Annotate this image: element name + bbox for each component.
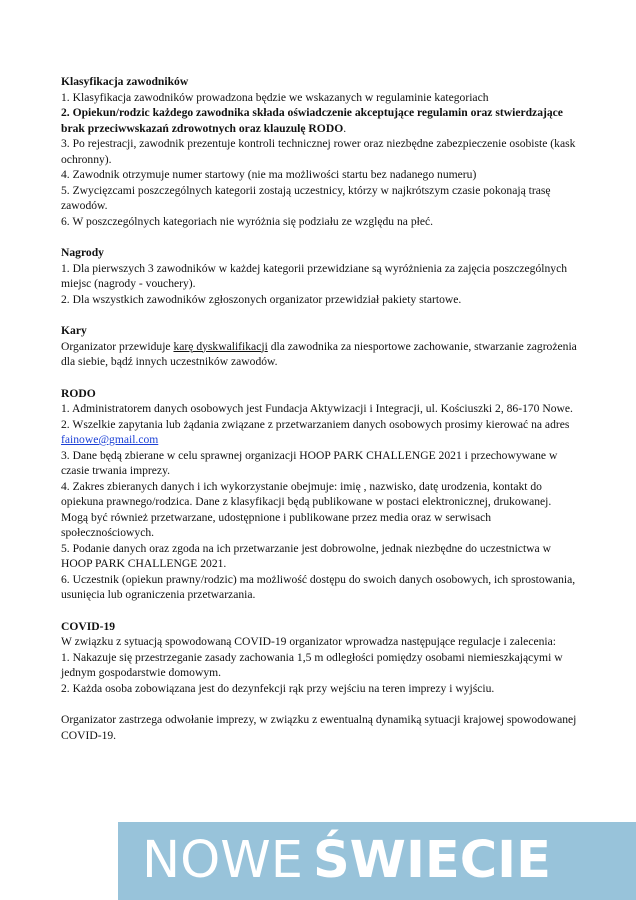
section-nagrody	[61, 245, 581, 307]
section-heading: COVID-19	[61, 619, 116, 633]
paragraph: 3. Po rejestracji, zawodnik prezentuje kontroli technicznej rower oraz niezbędne zabezpieczenie osobiste (kask ochronny).	[61, 137, 576, 166]
paragraph	[61, 417, 581, 448]
paragraph-end: .	[343, 121, 347, 135]
paragraph: W związku z sytuacją spowodowaną COVID-19 organizator wprowadza następujące regulacje i zalecenia:	[61, 635, 556, 648]
section-heading: Kary	[61, 324, 87, 337]
paragraph: 4. Zawodnik otrzymuje numer startowy (nie ma możliwości startu bez nadanego numeru)	[61, 168, 477, 181]
paragraph: 6. Uczestnik (opiekun prawny/rodzic) ma możliwość dostępu do swoich danych osobowych, ich sprostowania, usunięcia lub ograniczenia przetwarzania.	[61, 572, 576, 601]
section-heading: Nagrody	[61, 246, 104, 259]
paragraph: 2. Każda osoba zobowiązana jest do dezynfekcji rąk przy wejściu na teren imprezy i wyjściu.	[61, 681, 495, 695]
paragraph: 6. W poszczególnych kategoriach nie wyróżnia się podziału ze względu na płeć.	[61, 214, 434, 228]
paragraph: 5. Zwycięzcami poszczególnych kategorii zostają uczestnicy, którzy w najkrótszym czasie pokonają trasę zawodów.	[61, 183, 551, 212]
closing-note: Organizator zastrzega odwołanie imprezy, w związku z ewentualną dynamiką sytuacji krajowej spowodowanej COVID-19.	[61, 713, 577, 742]
paragraph: 4. Zakres zbieranych danych i ich wykorzystanie obejmuje: imię , nazwisko, datę urodzenia, kontakt do opiekuna prawnego/rodzica. Dane z klasyfikacji będą publikowane w postaci elektronicznej, drukowanej. Mogą być również przetwarzane, udostępnione i publikowane przez media oraz w serwisach społecznościowych.	[61, 479, 552, 539]
paragraph: 3. Dane będą zbierane w celu sprawnej organizacji HOOP PARK CHALLENGE 2021 i przechowywane w czasie trwania imprezy.	[61, 448, 558, 477]
section-covid	[61, 619, 581, 697]
paragraph-start: Organizator przewiduje	[61, 339, 174, 353]
nowe-swiecie-banner	[118, 822, 636, 900]
section-rodo	[61, 386, 581, 603]
banner-logo-text	[142, 830, 551, 892]
banner-word-nowe: NOWE	[142, 831, 303, 890]
document-body	[61, 74, 581, 743]
paragraph	[61, 105, 581, 136]
paragraph: 5. Podanie danych oraz zgoda na ich przetwarzanie jest dobrowolne, jednak niezbędne do uczestnictwa w HOOP PARK CHALLENGE 2021.	[61, 541, 551, 570]
paragraph: 1. Nakazuje się przestrzeganie zasady zachowania 1,5 m odległości pomiędzy osobami niemieszkającymi w jednym gospodarstwie domowym.	[61, 650, 563, 679]
section-klasyfikacja	[61, 74, 581, 229]
paragraph-end: dla zawodnika za niesportowe zachowanie, stwarzanie zagrożenia dla siebie, bądź innych uczestników zawodów.	[61, 339, 577, 368]
banner-word-swiecie: ŚWIECIE	[312, 831, 551, 890]
paragraph: 1. Klasyfikacja zawodników prowadzona będzie we wskazanych w regulaminie kategoriach	[61, 90, 489, 104]
section-kary	[61, 323, 581, 370]
section-heading: Klasyfikacja zawodników	[61, 75, 189, 88]
paragraph: 2. Dla wszystkich zawodników zgłoszonych organizator przewidział pakiety startowe.	[61, 292, 462, 306]
paragraph	[61, 339, 581, 370]
paragraph-start: 2. Wszelkie zapytania lub żądania związane z przetwarzaniem danych osobowych prosimy kierować na adres	[61, 417, 570, 431]
paragraph: 1. Administratorem danych osobowych jest Fundacja Aktywizacji i Integracji, ul. Kościuszki 2, 86-170 Nowe.	[61, 402, 573, 415]
email-link[interactable]: fainowe@gmail.com	[61, 433, 159, 446]
underlined-term: karę dyskwalifikacji	[173, 339, 268, 353]
section-heading: RODO	[61, 386, 96, 400]
paragraph: 1. Dla pierwszych 3 zawodników w każdej kategorii przewidziane są wyróżnienia za zajęcia poszczególnych miejsc (nagrody - vouchery).	[61, 261, 568, 290]
bold-text: 2. Opiekun/rodzic każdego zawodnika składa oświadczenie akceptujące regulamin oraz stwierdzające brak przeciwwskazań zdrowotnych oraz klauzulę RODO	[61, 106, 563, 135]
